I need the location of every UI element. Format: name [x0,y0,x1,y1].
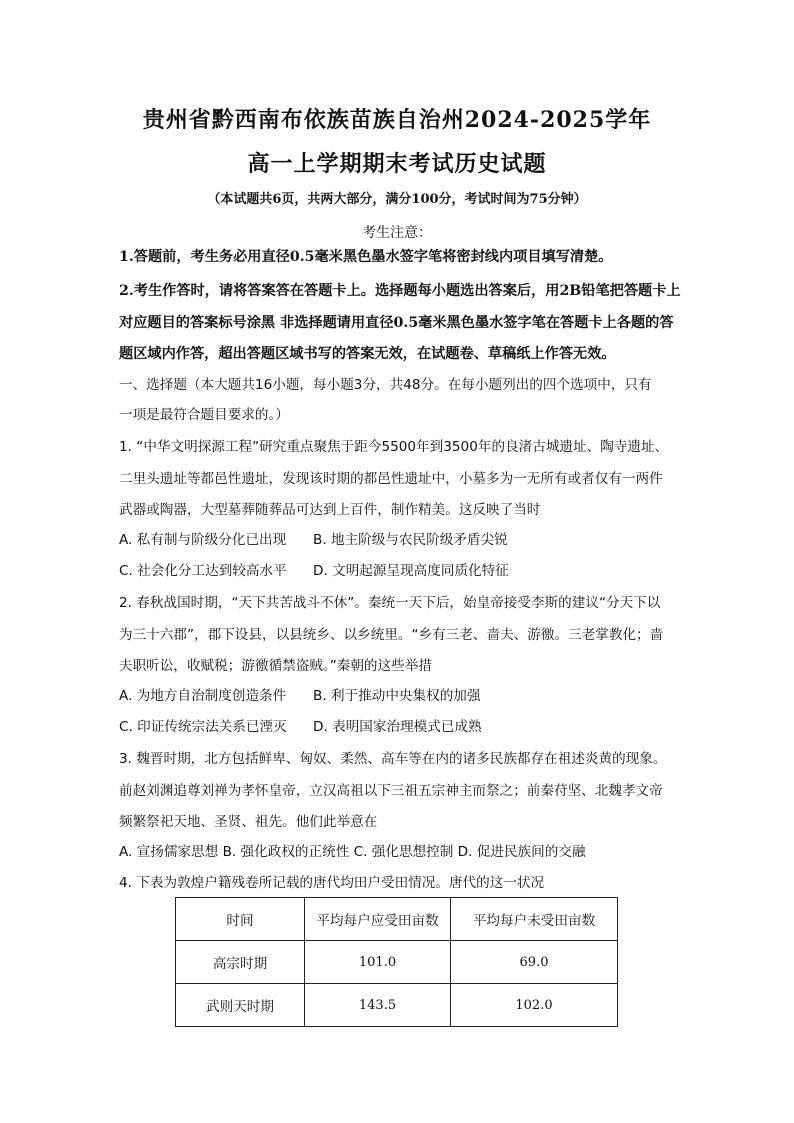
q1-stem-line1: 1. “中华文明探源工程”研究重点聚焦于距今5500年到3500年的良渚古城遗址、陶寺遗址、 [119,439,669,455]
notice-2-line3: 题区域内作答，超出答题区域书写的答案无效，在试题卷、草稿纸上作答无效。 [119,346,616,362]
q2-stem-line2: 为三十六郡”，郡下设县，以县统乡、以乡统里。“乡有三老、啬夫、游徼。三老掌教化；啬 [119,627,664,643]
notice-2-line1: 2.考生作答时，请将答案答在答题卡上。选择题每小题选出答案后，用2B铅笔把答题卡上 [119,283,681,299]
q2-option-d: D. 表明国家治理模式已成熟 [313,719,482,735]
table-cell-value: 143.5 [305,984,451,1027]
q2-option-c: C. 印证传统宗法关系已湮灭 [119,719,287,735]
q1-stem-line2: 二里头遗址等都邑性遗址，发现该时期的都邑性遗址中，小墓多为一无所有或者仅有一两件 [119,471,663,487]
q2-option-b: B. 利于推动中央集权的加强 [313,688,481,704]
table-cell-value: 102.0 [451,984,618,1027]
q3-options: A. 宣扬儒家思想 B. 强化政权的正统性 C. 强化思想控制 D. 促进民族间的交融 [119,844,586,860]
q4-stem-line1: 4. 下表为敦煌户籍残卷所记载的唐代均田户受田情况。唐代的这一状况 [119,875,545,891]
table-cell-value: 101.0 [305,941,451,984]
q1-option-a: A. 私有制与阶级分化已出现 [119,532,287,548]
exam-subtitle: （本试题共6页，共两大部分，满分100分，考试时间为75分钟） [207,192,587,207]
table-row [176,984,618,1027]
section-instruction-line2: 一项是最符合题目要求的。） [119,407,289,423]
q2-stem-line1: 2. 春秋战国时期，“天下共苦战斗不休”。秦统一天下后，始皇帝接受李斯的建议“分天下以 [119,595,661,611]
q2-stem-line3: 夫职听讼，收赋税；游徼循禁盗贼。”秦朝的这些举措 [119,658,432,674]
q3-stem-line1: 3. 魏晋时期，北方包括鲜卑、匈奴、柔然、高车等在内的诸多民族都存在祖述炎黄的现象。 [119,751,667,767]
notice-2-line2: 对应题目的答案标号涂黑 非选择题请用直径0.5毫米黑色墨水签字笔在答题卡上各题的答 [119,315,674,331]
table-header-cell: 时间 [176,898,305,941]
table-cell-period: 武则天时期 [176,984,305,1027]
table-cell-period: 高宗时期 [176,941,305,984]
q1-option-b: B. 地主阶级与农民阶级矛盾尖锐 [313,532,508,548]
q3-stem-line3: 频繁祭祀天地、圣贤、祖先。他们此举意在 [119,814,378,830]
table-cell-value: 69.0 [451,941,618,984]
table-header-cell: 平均每户未受田亩数 [451,898,618,941]
exam-title-line1: 贵州省黔西南布依族苗族自治州2024-2025学年 [142,107,652,133]
q2-option-a: A. 为地方自治制度创造条件 [119,688,287,704]
notice-heading: 考生注意： [362,225,432,241]
land-allocation-table [175,897,618,1027]
section-instruction-line1: 一、选择题（本大题共16小题，每小题3分，共48分。在每小题列出的四个选项中，只有 [119,377,652,393]
q3-stem-line2: 前赵刘渊追尊刘禅为孝怀皇帝，立汉高祖以下三祖五宗神主而祭之；前秦苻坚、北魏孝文帝 [119,783,663,799]
notice-1: 1.答题前，考生务必用直径0.5毫米黑色墨水签字笔将密封线内项目填写清楚。 [119,249,613,265]
table-row [176,941,618,984]
table-header-row [176,898,618,941]
table-header-cell: 平均每户应受田亩数 [305,898,451,941]
q1-option-d: D. 文明起源呈现高度同质化特征 [313,563,509,579]
q1-stem-line3: 武器或陶器，大型墓葬随葬品可达到上百件，制作精美。这反映了当时 [119,502,541,518]
exam-title-line2: 高一上学期期末考试历史试题 [247,151,547,177]
q1-option-c: C. 社会化分工达到较高水平 [119,563,287,579]
